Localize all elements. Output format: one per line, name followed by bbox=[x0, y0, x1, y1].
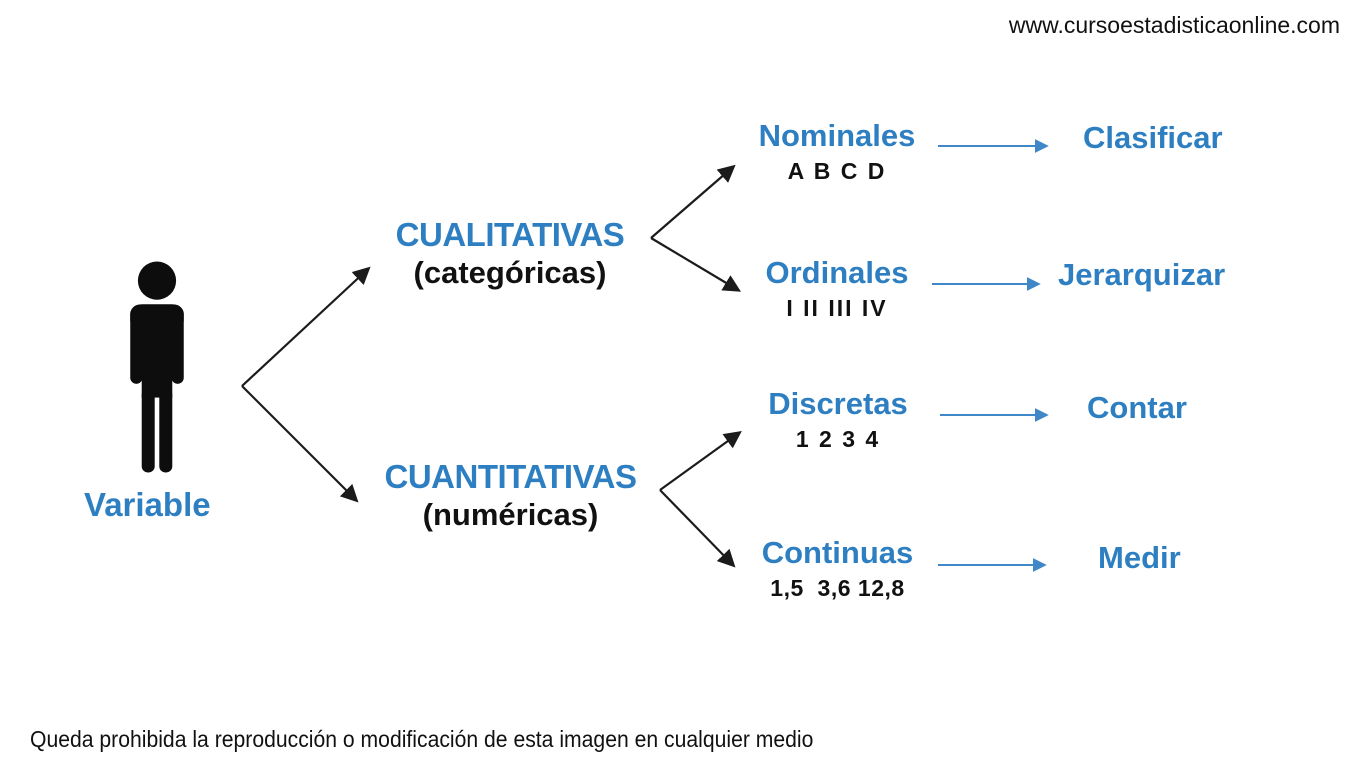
copyright-notice: Queda prohibida la reproducción o modificación de esta imagen en cualquier medio bbox=[30, 726, 814, 752]
cuantitativas-leaf-arrows bbox=[660, 433, 739, 565]
leaf-examples: 1,5 3,6 12,8 bbox=[770, 574, 905, 601]
action-clasificar: Clasificar bbox=[1083, 120, 1223, 155]
root-branch-arrows bbox=[242, 269, 368, 500]
leaf-discretas bbox=[748, 388, 928, 452]
leaf-examples: A B C D bbox=[787, 157, 887, 184]
branch-cualitativas bbox=[380, 218, 640, 290]
leaf-name: Discretas bbox=[768, 386, 908, 421]
leaf-ordinales bbox=[742, 257, 932, 321]
action-contar: Contar bbox=[1087, 390, 1187, 425]
leaf-action-arrows bbox=[932, 146, 1046, 565]
person-icon bbox=[118, 260, 196, 474]
branch-title: CUALITATIVAS bbox=[395, 216, 625, 253]
leaf-nominales bbox=[742, 120, 932, 184]
root-label-variable: Variable bbox=[84, 486, 211, 523]
leaf-continuas bbox=[740, 537, 935, 601]
branch-subtitle: (categóricas) bbox=[413, 254, 607, 290]
leaf-name: Nominales bbox=[758, 118, 916, 153]
branch-subtitle: (numéricas) bbox=[422, 496, 599, 532]
leaf-examples: 1 2 3 4 bbox=[795, 425, 881, 452]
website-url: www.cursoestadisticaonline.com bbox=[1008, 12, 1340, 38]
action-jerarquizar: Jerarquizar bbox=[1058, 257, 1226, 292]
cualitativas-leaf-arrows bbox=[651, 167, 738, 290]
branch-cuantitativas bbox=[378, 460, 643, 532]
action-medir: Medir bbox=[1098, 540, 1181, 575]
leaf-examples: I II III IV bbox=[786, 294, 888, 321]
branch-title: CUANTITATIVAS bbox=[384, 458, 637, 495]
leaf-name: Ordinales bbox=[765, 255, 909, 290]
leaf-name: Continuas bbox=[761, 535, 914, 570]
